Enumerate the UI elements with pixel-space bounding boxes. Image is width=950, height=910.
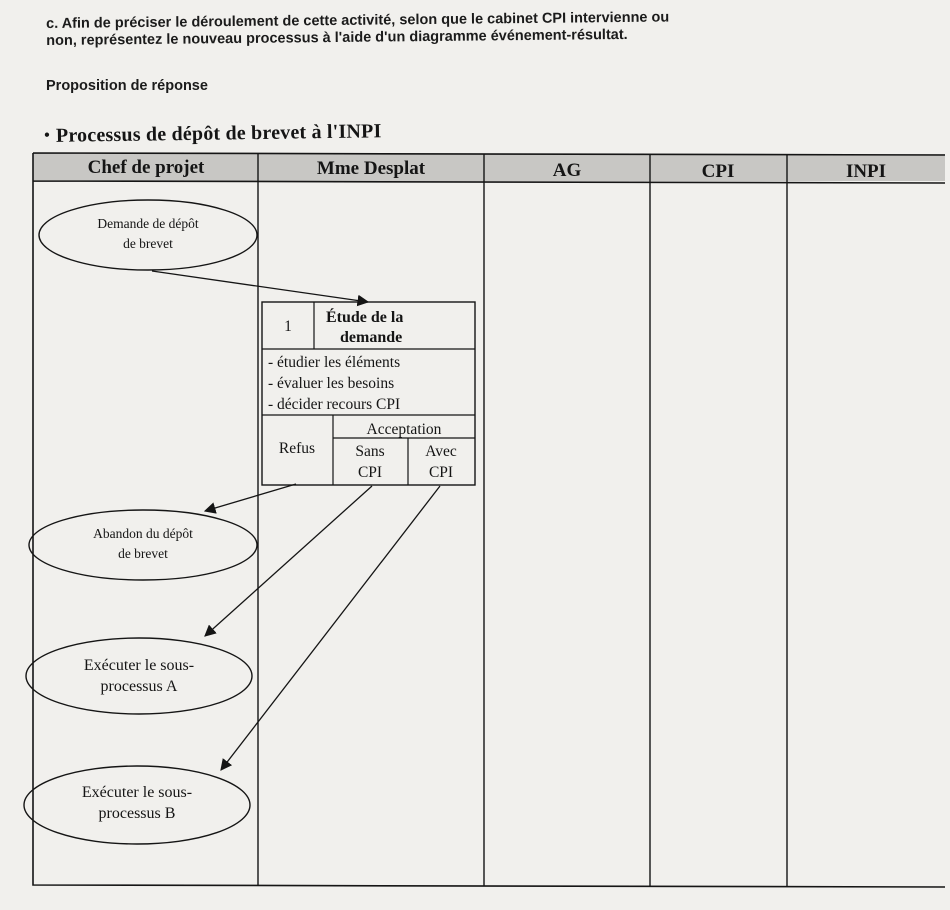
operation-etude-demande [262, 302, 475, 485]
operation-title-line: demande [340, 329, 403, 346]
answer-heading: Proposition de réponse [46, 78, 208, 94]
event-sous-processus-a [26, 638, 252, 714]
lane-header-cpi: CPI [701, 161, 735, 182]
event-text-line: de brevet [118, 546, 168, 561]
arrow-sans-cpi-to-sous-a [205, 486, 372, 636]
event-ellipse [29, 510, 257, 580]
operation-task: - décider recours CPI [268, 396, 401, 413]
arrow-demande-to-etude [152, 271, 368, 302]
event-ellipse [26, 638, 252, 714]
output-refus: Refus [278, 440, 316, 457]
output-avec-cpi: Avec [425, 443, 457, 460]
table-frame [33, 153, 945, 887]
event-demande-depot [39, 200, 257, 270]
instruction-line-1: c. Afin de préciser le déroulement de cette activité, selon que le cabinet CPI intervienne ou [46, 9, 670, 32]
event-sous-processus-b [24, 766, 250, 844]
operation-title-line: Étude de la [326, 309, 404, 326]
event-ellipse [39, 200, 257, 270]
arrow-refus-to-abandon [205, 484, 296, 511]
swimlane-table [33, 153, 945, 887]
event-text-line: processus B [98, 805, 176, 822]
event-text-line: de brevet [123, 236, 173, 251]
operation-task: - évaluer les besoins [268, 375, 395, 392]
event-text-line: processus A [100, 678, 178, 695]
event-text-line: Demande de dépôt [97, 216, 199, 231]
process-title-text: Processus de dépôt de brevet à l'INPI [55, 120, 382, 147]
operation-task: - étudier les éléments [268, 354, 401, 371]
output-avec-cpi: CPI [428, 464, 454, 481]
event-text-line: Abandon du dépôt [93, 526, 193, 541]
lane-header-ag: AG [552, 160, 582, 181]
bullet: • [44, 126, 51, 144]
event-text-line: Exécuter le sous- [83, 657, 195, 674]
event-text-line: Exécuter le sous- [81, 784, 193, 801]
event-abandon-depot [29, 510, 257, 580]
operation-number: 1 [284, 318, 292, 335]
output-sans-cpi: CPI [357, 464, 383, 481]
lane-header-chef-de-projet: Chef de projet [87, 157, 205, 178]
output-sans-cpi: Sans [355, 443, 385, 460]
lane-header-mme-desplat: Mme Desplat [316, 158, 426, 179]
arrow-avec-cpi-to-sous-b [221, 486, 440, 770]
lane-header-inpi: INPI [845, 161, 887, 182]
instruction-line-2: non, représentez le nouveau processus à l'aide d'un diagramme événement-résultat. [46, 26, 628, 49]
output-acceptation: Acceptation [366, 421, 442, 438]
